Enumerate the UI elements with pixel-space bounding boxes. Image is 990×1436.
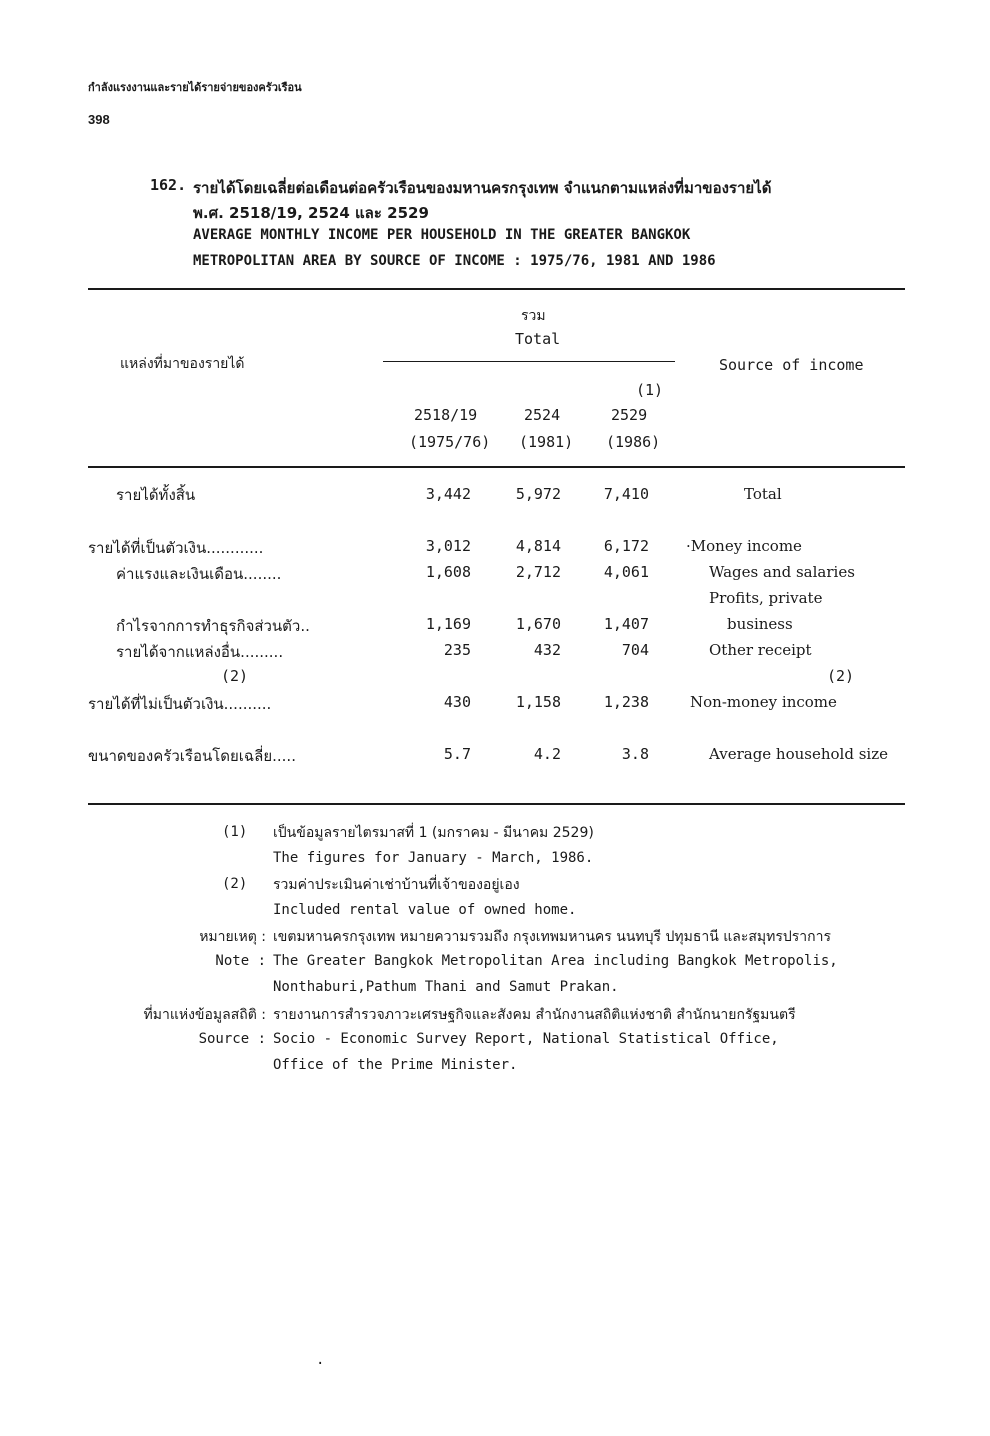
row-label-english: ·Money income bbox=[686, 537, 802, 555]
total-header-rule bbox=[383, 361, 675, 362]
table-cell: 5.7 bbox=[443, 745, 471, 763]
table-cell: 235 bbox=[443, 641, 471, 659]
note-thai: เขตมหานครกรุงเทพ หมายความรวมถึง กรุงเทพมหานคร นนทบุรี ปทุมธานี และสมุทรปราการ bbox=[273, 929, 832, 945]
footnote-mark: (2) bbox=[221, 667, 249, 685]
table-cell: 3,442 bbox=[425, 485, 471, 503]
title-thai-line2: พ.ศ. 2518/19, 2524 และ 2529 bbox=[193, 204, 429, 222]
footnote-mark-1986: (1) bbox=[636, 381, 664, 399]
row-label-thai: รายได้ทั้งสิ้น bbox=[116, 486, 196, 504]
source-header-english: Source of income bbox=[719, 356, 864, 374]
note-label-thai: หมายเหตุ : bbox=[199, 929, 266, 945]
footnote-1-mark: (1) bbox=[222, 824, 248, 840]
source-english-line2: Office of the Prime Minister. bbox=[273, 1057, 518, 1073]
source-label-english: Source : bbox=[198, 1031, 266, 1047]
row-label-english: Non-money income bbox=[690, 693, 837, 711]
table-bottom-rule bbox=[88, 803, 905, 805]
footnote-2-thai: รวมค่าประเมินค่าเช่าบ้านที่เจ้าของอยู่เอง bbox=[273, 877, 520, 893]
table-cell: 1,407 bbox=[603, 615, 649, 633]
year-be-3: 2529 bbox=[611, 406, 648, 424]
table-cell: 1,169 bbox=[425, 615, 471, 633]
source-label-thai: ที่มาแห่งข้อมูลสถิติ : bbox=[143, 1007, 266, 1023]
year-be-1: 2518/19 bbox=[414, 406, 478, 424]
source-english-line1: Socio - Economic Survey Report, National Statistical Office, bbox=[273, 1031, 779, 1047]
table-cell: 704 bbox=[621, 641, 649, 659]
running-head: กำลังแรงงานและรายได้รายจ่ายของครัวเรือน bbox=[88, 81, 302, 94]
year-be-2: 2524 bbox=[524, 406, 561, 424]
total-header-thai: รวม bbox=[521, 308, 546, 324]
row-label-thai: รายได้จากแหล่งอื่น......... bbox=[116, 643, 284, 661]
table-cell: 4.2 bbox=[533, 745, 561, 763]
table-cell: 3.8 bbox=[621, 745, 649, 763]
year-ad-3: (1986) bbox=[606, 433, 661, 451]
table-cell: 430 bbox=[443, 693, 471, 711]
footnote-2-mark: (2) bbox=[222, 876, 248, 892]
row-label-english: Wages and salaries bbox=[709, 563, 855, 581]
source-thai: รายงานการสำรวจภาวะเศรษฐกิจและสังคม สำนักงานสถิติแห่งชาติ สำนักนายกรัฐมนตรี bbox=[273, 1007, 796, 1023]
row-label-english: Profits, private bbox=[709, 589, 823, 607]
table-cell: 432 bbox=[533, 641, 561, 659]
table-cell: 6,172 bbox=[603, 537, 649, 555]
table-cell: 3,012 bbox=[425, 537, 471, 555]
footnote-2-english: Included rental value of owned home. bbox=[273, 902, 577, 918]
table-cell: 1,238 bbox=[603, 693, 649, 711]
row-label-thai: ขนาดของครัวเรือนโดยเฉลี่ย..... bbox=[88, 747, 296, 765]
row-label-english: Other receipt bbox=[709, 641, 812, 659]
note-english-line2: Nonthaburi,Pathum Thani and Samut Prakan. bbox=[273, 979, 619, 995]
row-label-english: Total bbox=[744, 485, 782, 503]
table-top-rule bbox=[88, 288, 905, 290]
row-label-thai: รายได้ที่เป็นตัวเงิน............ bbox=[88, 539, 264, 557]
table-cell: 1,608 bbox=[425, 563, 471, 581]
table-cell: 2,712 bbox=[515, 563, 561, 581]
table-cell: 7,410 bbox=[603, 485, 649, 503]
table-cell: 1,670 bbox=[515, 615, 561, 633]
year-ad-1: (1975/76) bbox=[409, 433, 491, 451]
row-label-thai: กำไรจากการทำธุรกิจส่วนตัว.. bbox=[116, 617, 310, 635]
row-label-english: Average household size bbox=[709, 745, 888, 763]
row-label-english: business bbox=[727, 615, 793, 633]
row-label-thai: ค่าแรงและเงินเดือน........ bbox=[116, 565, 282, 583]
table-cell: 4,814 bbox=[515, 537, 561, 555]
footnote-1-english: The figures for January - March, 1986. bbox=[273, 850, 594, 866]
stray-mark: . bbox=[316, 1352, 325, 1368]
footnote-mark: (2) bbox=[827, 667, 855, 685]
header-bottom-rule bbox=[88, 466, 905, 468]
table-cell: 5,972 bbox=[515, 485, 561, 503]
note-label-english: Note : bbox=[215, 953, 266, 969]
table-cell: 4,061 bbox=[603, 563, 649, 581]
footnote-1-thai: เป็นข้อมูลรายไตรมาสที่ 1 (มกราคม - มีนาคม 2529) bbox=[273, 825, 594, 841]
source-header-thai: แหล่งที่มาของรายได้ bbox=[120, 356, 245, 372]
title-english-line1: AVERAGE MONTHLY INCOME PER HOUSEHOLD IN THE GREATER BANGKOK bbox=[193, 227, 691, 243]
note-english-line1: The Greater Bangkok Metropolitan Area including Bangkok Metropolis, bbox=[273, 953, 838, 969]
page-number: 398 bbox=[88, 112, 110, 127]
title-thai-line1: รายได้โดยเฉลี่ยต่อเดือนต่อครัวเรือนของมหานครกรุงเทพ จำแนกตามแหล่งที่มาของรายได้ bbox=[193, 179, 772, 197]
table-number: 162. bbox=[150, 176, 187, 194]
row-label-thai: รายได้ที่ไม่เป็นตัวเงิน.......... bbox=[88, 695, 272, 713]
title-english-line2: METROPOLITAN AREA BY SOURCE OF INCOME : 1975/76, 1981 AND 1986 bbox=[193, 253, 716, 269]
total-header-english: Total bbox=[515, 330, 561, 348]
table-cell: 1,158 bbox=[515, 693, 561, 711]
year-ad-2: (1981) bbox=[519, 433, 574, 451]
